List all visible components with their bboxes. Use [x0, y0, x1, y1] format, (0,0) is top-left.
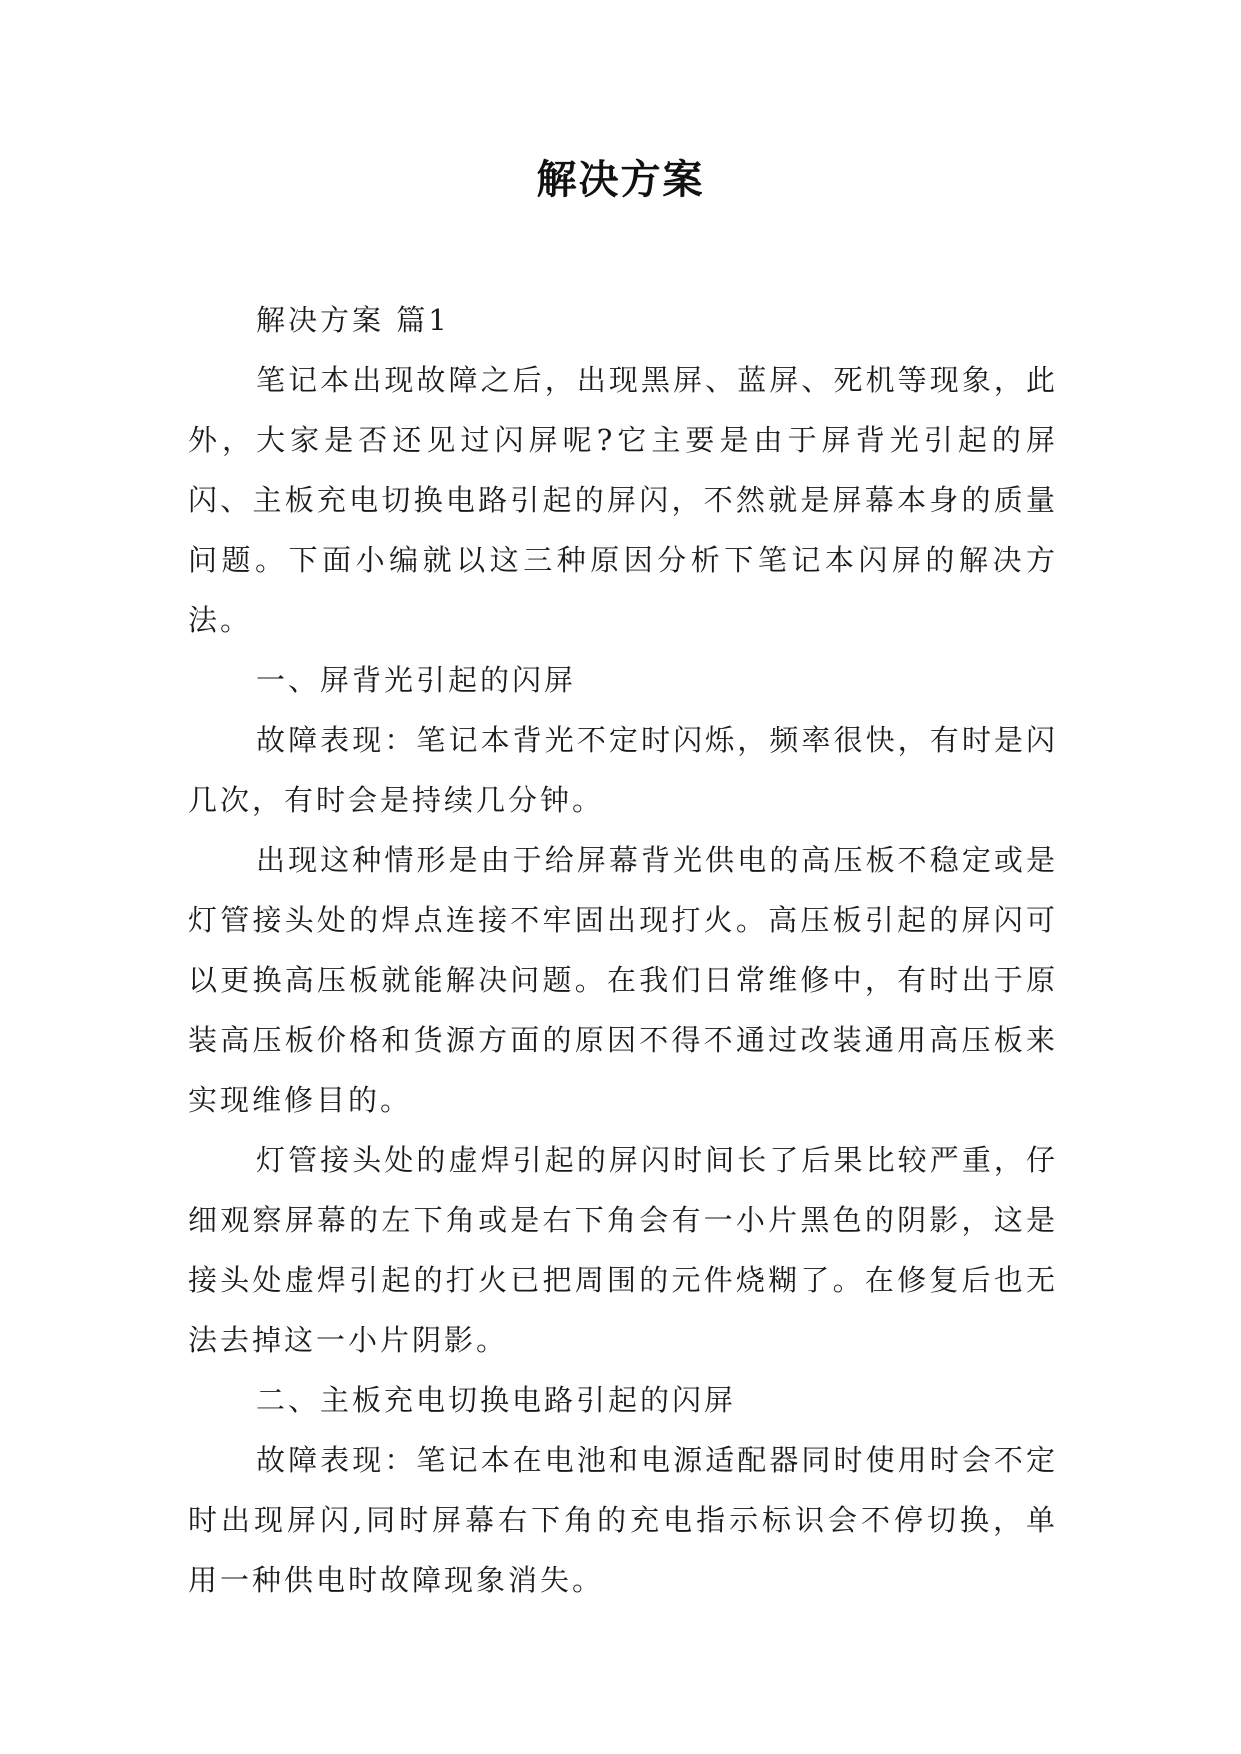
document-title: 解决方案 — [536, 156, 705, 203]
document-body — [188, 290, 1058, 1610]
section-heading-article-1: 解决方案 篇1 — [256, 303, 450, 337]
paragraph-intro: 笔记本出现故障之后，出现黑屏、蓝屏、死机等现象，此外，大家是否还见过闪屏呢?它主要是由于屏背光引起的屏闪、主板充电切换电路引起的屏闪，不然就是屏幕本身的质量问题。下面小编就以这三种原因分析下笔记本闪屏的解决方法。 — [188, 363, 1058, 637]
paragraph-charging-symptom: 故障表现：笔记本在电池和电源适配器同时使用时会不定时出现屏闪,同时屏幕右下角的充电指示标识会不停切换，单用一种供电时故障现象消失。 — [188, 1443, 1058, 1597]
paragraph-backlight-cause: 出现这种情形是由于给屏幕背光供电的高压板不稳定或是灯管接头处的焊点连接不牢固出现打火。高压板引起的屏闪可以更换高压板就能解决问题。在我们日常维修中，有时出于原装高压板价格和货源方面的原因不得不通过改装通用高压板来实现维修目的。 — [188, 843, 1058, 1117]
section-heading-charging-circuit: 二、主板充电切换电路引起的闪屏 — [256, 1383, 737, 1417]
paragraph-backlight-symptom: 故障表现：笔记本背光不定时闪烁，频率很快，有时是闪几次，有时会是持续几分钟。 — [188, 723, 1058, 817]
paragraph-backlight-solder: 灯管接头处的虚焊引起的屏闪时间长了后果比较严重，仔细观察屏幕的左下角或是右下角会有一小片黑色的阴影，这是接头处虚焊引起的打火已把周围的元件烧糊了。在修复后也无法去掉这一小片阴影。 — [188, 1143, 1058, 1357]
section-heading-backlight: 一、屏背光引起的闪屏 — [256, 663, 577, 697]
